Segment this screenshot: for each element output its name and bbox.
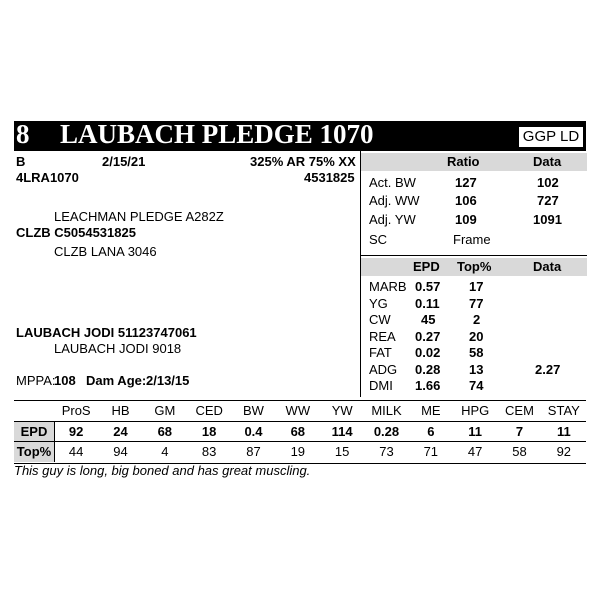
mppa-label: MPPA: [16, 373, 56, 388]
epd-column-header: GM [154, 403, 176, 418]
epd-column-header: MILK [371, 403, 402, 418]
ratio-row-label: SC [369, 232, 388, 247]
ratio-row-ratio: 109 [455, 212, 477, 227]
ratio-header: Ratio [447, 154, 480, 169]
mppa-value: 108 [54, 373, 76, 388]
lot-number: 8 [16, 119, 30, 149]
epd-column-header: YW [331, 403, 353, 418]
epd-column-header: BW [243, 403, 264, 418]
epd-grid-line [14, 441, 586, 442]
ratio-row-ratio: Frame [453, 232, 491, 247]
performance-box [360, 151, 587, 397]
sex-code: B [16, 154, 26, 169]
carcass-row-epd: 0.28 [415, 361, 441, 377]
registration-number: 4531825 [304, 170, 355, 185]
section-divider [361, 255, 587, 256]
top-percent-value: 4 [161, 444, 169, 459]
epd-table [14, 400, 586, 464]
top-percent-value: 94 [113, 444, 128, 459]
data-header: Data [533, 154, 562, 169]
top-percent-value: 83 [201, 444, 217, 459]
epd-value: 68 [157, 424, 173, 439]
tattoo: 4LRA1070 [16, 170, 79, 185]
top-percent-value: 15 [334, 444, 350, 459]
carcass-row-label: CW [369, 312, 391, 327]
carcass-row-top: 77 [469, 295, 484, 311]
carcass-row-label: FAT [369, 345, 392, 360]
epd-column-header: WW [285, 403, 311, 418]
carcass-row-top: 20 [469, 328, 484, 344]
carcass-row-top: 13 [469, 361, 484, 377]
dam-age-label: Dam Age: [86, 373, 147, 388]
dam-age-value: 2/13/15 [146, 373, 190, 388]
top-percent-value: 44 [68, 444, 84, 459]
epd-column-header: ME [421, 403, 441, 418]
top-percent-value: 92 [556, 444, 572, 459]
carcass-data-header: Data [533, 259, 562, 274]
epd-value: 0.4 [244, 424, 263, 439]
epd-column-header: CED [195, 403, 223, 418]
top-percent-value: 19 [290, 444, 306, 459]
ratio-row-label: Act. BW [369, 175, 416, 190]
top-percent-value: 73 [379, 444, 394, 459]
sire: CLZB C5054531825 [16, 225, 136, 240]
epd-grid-line [14, 421, 586, 422]
epd-value: 11 [468, 424, 483, 439]
epd-value: 11 [556, 424, 571, 439]
epd-value: 6 [427, 424, 435, 439]
epd-value: 18 [201, 424, 217, 439]
ratio-row-data: 727 [537, 193, 559, 208]
epd-column-header: CEM [505, 403, 534, 418]
epd-column-header: ProS [61, 403, 91, 418]
dam: LAUBACH JODI 51123747061 [16, 325, 197, 340]
epd-value: 24 [113, 424, 128, 439]
ratio-row-ratio: 127 [455, 175, 477, 190]
epd-value: 0.28 [373, 424, 400, 439]
epd-value: 7 [515, 424, 524, 439]
ratio-row-ratio: 106 [455, 193, 477, 208]
epd-header: EPD [413, 259, 440, 274]
breed-composition: 325% AR 75% XX [250, 154, 356, 169]
carcass-row-epd: 0.57 [415, 279, 441, 294]
top-percent-value: 71 [423, 444, 439, 459]
carcass-row-epd: 1.66 [415, 378, 441, 393]
epd-column-header: HPG [461, 403, 490, 418]
carcass-row-epd: 0.27 [415, 328, 441, 344]
epd-value: 68 [290, 424, 306, 439]
animal-name: LAUBACH PLEDGE 1070 [60, 119, 374, 149]
carcass-row-top: 58 [469, 345, 484, 360]
carcass-row-label: REA [369, 328, 396, 344]
epd-column-header: HB [111, 403, 130, 418]
top-percent-value: 58 [512, 444, 527, 459]
carcass-row-label: YG [369, 295, 388, 311]
epd-grid-line [54, 421, 55, 462]
carcass-row-top: 17 [469, 279, 484, 294]
ratio-row-data: 102 [537, 175, 559, 190]
ratio-row-label: Adj. YW [369, 212, 416, 227]
carcass-row-epd: 0.11 [415, 295, 440, 311]
epd-value: 114 [331, 424, 353, 439]
carcass-row-label: DMI [369, 378, 393, 393]
carcass-row-top: 74 [469, 378, 484, 393]
epd-column-header: STAY [547, 403, 580, 418]
sire-dam: CLZB LANA 3046 [54, 244, 157, 259]
carcass-row-data: 2.27 [535, 361, 561, 377]
carcass-row-epd: 45 [421, 312, 436, 327]
sire-sire: LEACHMAN PLEDGE A282Z [54, 209, 224, 224]
top-header: Top% [457, 259, 492, 274]
genomic-badge: GGP LD [518, 126, 584, 148]
pedigree-block [14, 151, 360, 397]
ratio-row-data: 1091 [533, 212, 562, 227]
top-percent-value: 87 [246, 444, 261, 459]
dam-dam: LAUBACH JODI 9018 [54, 341, 182, 356]
ratio-row-label: Adj. WW [369, 193, 420, 208]
carcass-row-epd: 0.02 [415, 345, 441, 360]
birth-date: 2/15/21 [102, 154, 146, 169]
epd-value: 92 [68, 424, 84, 439]
carcass-row-label: ADG [369, 361, 398, 377]
top-percent-value: 47 [467, 444, 483, 459]
epd-row-label: EPD [14, 422, 54, 442]
carcass-row-label: MARB [369, 279, 407, 294]
top-row-label: Top% [14, 442, 54, 462]
comment-text: This guy is long, big boned and has great muscling. [14, 463, 311, 478]
carcass-row-top: 2 [473, 312, 481, 327]
